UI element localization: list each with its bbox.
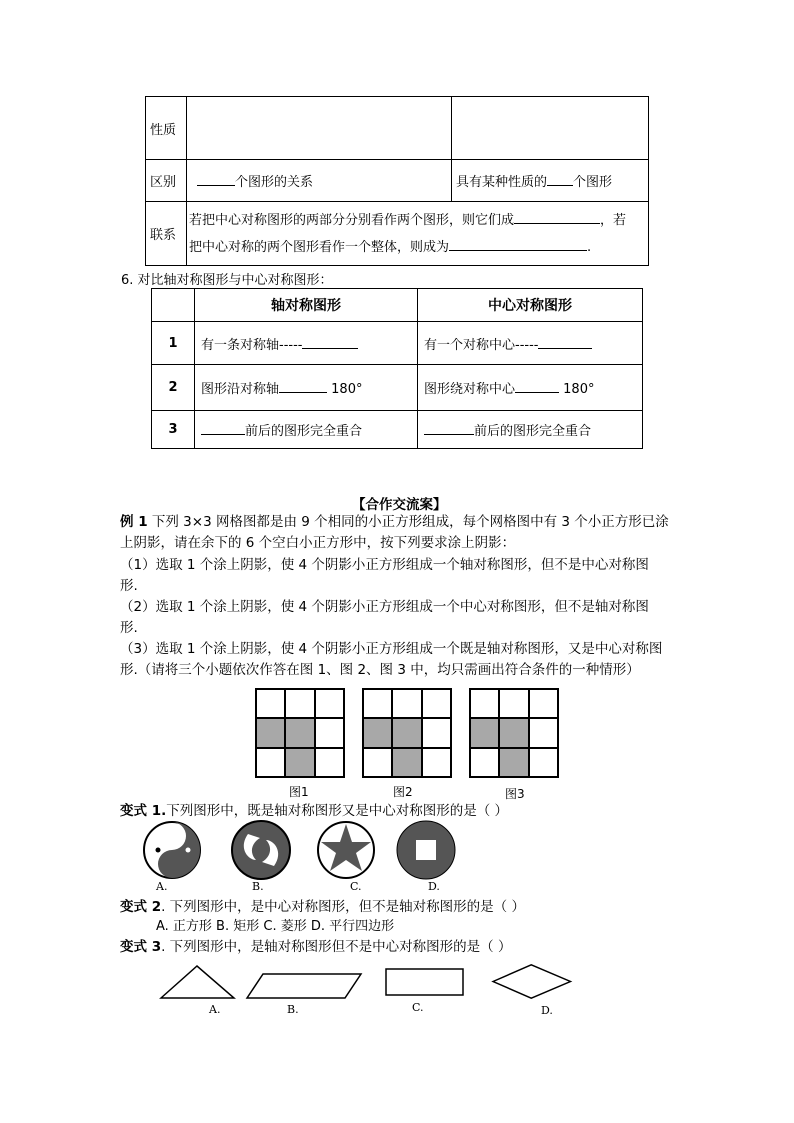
blank-line [538,336,592,349]
figure-caption-2: 图2 [393,785,413,799]
row-label-difference: 区别 [146,160,187,202]
cell-text: 有一条对称轴----- [201,337,303,353]
difference-text-1: 个图形的关系 [235,175,314,190]
variant-3-option-a[interactable]: A. [209,1003,221,1016]
grid-figure-2[interactable] [362,688,452,778]
blank-line [514,211,600,224]
variant-1-option-c[interactable]: C. [350,880,362,893]
triangle-icon[interactable] [161,966,234,998]
variant-1-question [120,801,680,821]
difference-cell-2 [452,160,649,202]
blank-line [201,422,245,435]
variant-1-option-b[interactable]: B. [252,880,264,893]
question-3a: （3）选取 1 个涂上阴影，使 4 个阴影小正方形组成一个既是轴对称图形，又是中心对称图 [120,641,663,657]
comparison-table [145,96,649,266]
property-cell-2 [452,97,649,160]
variant-3-question [120,937,680,957]
cell-text: 前后的图形完全重合 [245,424,363,439]
grid-figure-1[interactable] [255,688,345,778]
cell-axial-2 [195,365,418,411]
figure-caption-1: 图1 [289,785,309,799]
variant-3-option-c[interactable]: C. [412,1001,424,1014]
row-num: 1 [152,322,195,365]
question-1b: 形. [120,578,138,594]
row-label-property: 性质 [146,97,187,160]
relation-text-2b: . [587,239,592,255]
angle-text: 180° [331,382,363,397]
variant-1-option-d[interactable]: D. [428,880,440,893]
parallelogram-icon[interactable] [247,974,361,998]
rectangle-icon[interactable] [386,969,463,995]
cell-central-3 [418,411,643,449]
section-title: 【合作交流案】 [352,497,447,513]
variant-3-option-d[interactable]: D. [541,1004,553,1017]
example-text: 下列 3×3 网格图都是由 9 个相同的小正方形组成，每个网格图中有 3 个小正方形已涂 [147,514,669,530]
cell-axial-3 [195,411,418,449]
variant-3-option-b[interactable]: B. [287,1003,299,1016]
item-6-heading: 6. 对比轴对称图形与中心对称图形： [121,273,333,288]
angle-text: 180° [563,382,595,397]
variant-3-label: 变式 3 [120,939,162,955]
row-num: 2 [152,365,195,411]
blank-line [302,336,358,349]
blank-line [279,380,327,393]
question-1a: （1）选取 1 个涂上阴影，使 4 个阴影小正方形组成一个轴对称图形，但不是中心对称图 [120,557,649,573]
example-line-2: 上阴影，请在余下的 6 个空白小正方形中，按下列要求涂上阴影： [120,535,516,551]
row-num: 3 [152,411,195,449]
figure-caption-3: 图3 [505,787,525,801]
difference-cell-1 [187,160,452,202]
cell-axial-1 [195,322,418,365]
question-2a: （2）选取 1 个涂上阴影，使 4 个阴影小正方形组成一个中心对称图形，但不是轴对称图 [120,599,649,615]
example-line-1 [120,512,680,532]
variant-2-question [120,897,680,917]
rhombus-icon[interactable] [493,965,570,998]
example-label: 例 1 [120,514,148,530]
grid-figure-3[interactable] [469,688,559,778]
variant-1-label: 变式 1. [120,803,167,819]
header-axial: 轴对称图形 [195,289,418,322]
variant-3-text: . 下列图形中，是轴对称图形但不是中心对称图形的是（ ） [161,939,512,955]
difference-text-2b: 个图形 [573,175,613,190]
blank-line [197,173,235,186]
coin-square-hole-icon[interactable] [397,821,455,879]
relation-cell [187,202,649,266]
blank-line [449,238,587,251]
variant-1-figures [140,820,470,882]
header-central: 中心对称图形 [418,289,643,322]
property-cell-1 [187,97,452,160]
blank-line [424,422,474,435]
variant-1-option-a[interactable]: A. [156,880,168,893]
cell-text: 图形沿对称轴 [201,382,280,397]
symmetry-compare-table [151,288,643,449]
variant-3-figures [155,960,575,1005]
variant-2-options[interactable]: A. 正方形 B. 矩形 C. 菱形 D. 平行四边形 [156,919,395,934]
yin-yang-icon[interactable] [144,822,200,878]
row-label-relation: 联系 [146,202,187,266]
cell-text: 图形绕对称中心 [424,382,516,397]
question-2b: 形. [120,620,138,636]
blank-line [547,173,573,186]
variant-2-label: 变式 2 [120,899,162,915]
variant-1-text: 下列图形中，既是轴对称图形又是中心对称图形的是（ ） [166,803,509,819]
star-circle-icon[interactable] [318,822,374,878]
cell-text: 前后的图形完全重合 [474,424,592,439]
cell-central-1 [418,322,643,365]
difference-text-2a: 具有某种性质的 [456,175,548,190]
relation-text-1a: 若把中心对称图形的两部分分别看作两个图形，则它们成 [189,212,515,228]
cell-central-2 [418,365,643,411]
relation-text-1b: ，若 [600,212,627,228]
header-empty [152,289,195,322]
cell-text: 有一个对称中心----- [424,337,539,353]
question-3b: 形.（请将三个小题依次作答在图 1、图 2、图 3 中，均只需画出符合条件的一种情形） [120,662,640,678]
variant-2-text: . 下列图形中，是中心对称图形，但不是轴对称图形的是（ ） [161,899,525,915]
blank-line [515,380,559,393]
relation-text-2a: 把中心对称的两个图形看作一个整体，则成为 [189,239,450,255]
swirl-circle-icon[interactable] [232,821,290,879]
